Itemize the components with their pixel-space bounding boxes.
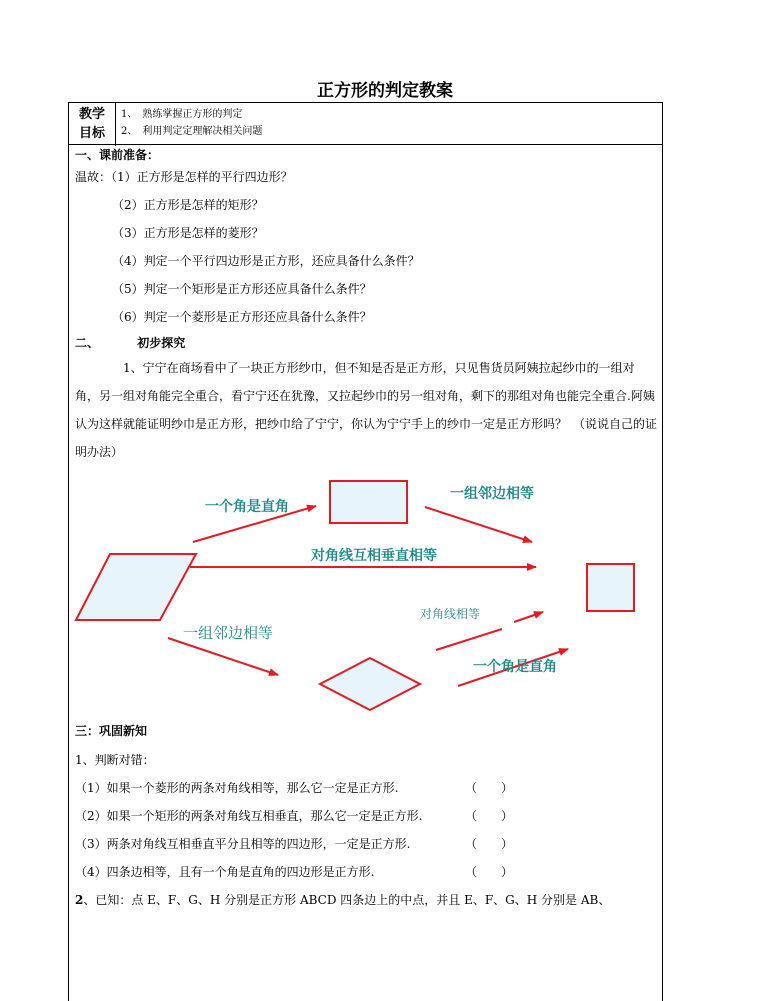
section2-heading-text: 初步探究: [137, 336, 186, 350]
review-question-3: （3）正方形是怎样的菱形？: [112, 226, 264, 240]
answer-blank-1[interactable]: （ ）: [465, 781, 514, 795]
section1-heading: 一、课前准备：: [75, 148, 160, 162]
judgement-text: （1）如果一个菱形的两条对角线相等，那么它一定是正方形.: [75, 781, 399, 795]
review-question-2: （2）正方形是怎样的矩形？: [112, 198, 264, 212]
judgement-item-3: [75, 835, 410, 852]
judgement-title: 1、判断对错：: [75, 753, 155, 767]
goal-item: 2、 利用判定定理解决相关问题: [121, 126, 263, 137]
goal-label-line2: 目标: [78, 126, 105, 141]
judgement-text: （4）四条边相等，且有一个角是直角的四边形是正方形.: [75, 865, 375, 879]
page-title: 正方形的判定教案: [317, 81, 453, 101]
goal-label-line1: 教学: [78, 107, 105, 122]
answer-blank-2[interactable]: （ ）: [465, 809, 514, 823]
answer-blank-4[interactable]: （ ）: [465, 865, 514, 879]
goal-item: 1、 熟练掌握正方形的判定: [121, 109, 243, 120]
question-2-number: 2: [75, 893, 84, 907]
parallelogram-shape: [76, 554, 196, 620]
label-one-right-angle-top: 一个角是直角: [205, 499, 289, 515]
section2-heading-number: 二、: [75, 336, 100, 350]
rhombus-shape: [320, 658, 420, 710]
question-2: [75, 891, 610, 908]
question-2-text: 、已知：点 E、F、G、H 分别是正方形 ABCD 四条边上的中点，并且 E、F、G、H 分别是 AB、: [83, 893, 611, 907]
section3-heading: 三：巩固新知: [75, 724, 148, 738]
rectangle-shape: [330, 481, 407, 523]
label-diagonals-equal: 对角线相等: [420, 607, 481, 621]
arrow-rect-to-square: [425, 507, 532, 542]
review-question-4: （4）判定一个平行四边形是正方形，还应具备什么条件？: [112, 254, 420, 268]
review-question-6: （6）判定一个菱形是正方形还应具备什么条件？: [112, 310, 372, 324]
review-question-5: （5）判定一个矩形是正方形还应具备什么条件？: [112, 282, 372, 296]
arrow-para-to-rhombus: [168, 638, 278, 675]
judgement-text: （3）两条对角线互相垂直平分且相等的四边形，一定是正方形.: [75, 837, 411, 851]
judgement-item-2: [75, 807, 422, 824]
arrow-rhombus-diagonals-part2: [514, 612, 543, 622]
label-diagonals-perpendicular-equal: 对角线互相垂直相等: [311, 548, 437, 564]
question-text: （1）正方形是怎样的平行四边形？: [111, 170, 293, 184]
judgement-item-4: [75, 863, 374, 880]
judgement-item-1: [75, 779, 398, 796]
review-prefix: 温故：: [75, 170, 112, 184]
label-one-right-angle-bottom: 一个角是直角: [473, 659, 557, 675]
judgement-text: （2）如果一个矩形的两条对角线互相垂直，那么它一定是正方形.: [75, 809, 423, 823]
label-adjacent-sides-left: 一组邻边相等: [183, 624, 274, 642]
answer-blank-3[interactable]: （ ）: [465, 837, 514, 851]
square-shape: [587, 564, 634, 611]
arrow-rhombus-diagonals-part1: [436, 629, 502, 650]
exploration-paragraph: 1、宁宁在商场看中了一块正方形纱巾，但不知是否是正方形，只见售货员阿姨拉起纱巾的一组对角，另一组对角能完全重合，看宁宁还在犹豫，又拉起纱巾的另一组对角，剩下的那组对角也能完全重合.阿姨认为这样就能证明纱巾是正方形，把纱巾给了宁宁，你认为宁宁手上的纱巾一定是正方形吗？ （说说自己的证明办法）: [75, 361, 658, 459]
label-adjacent-sides-top: 一组邻边相等: [450, 486, 534, 502]
